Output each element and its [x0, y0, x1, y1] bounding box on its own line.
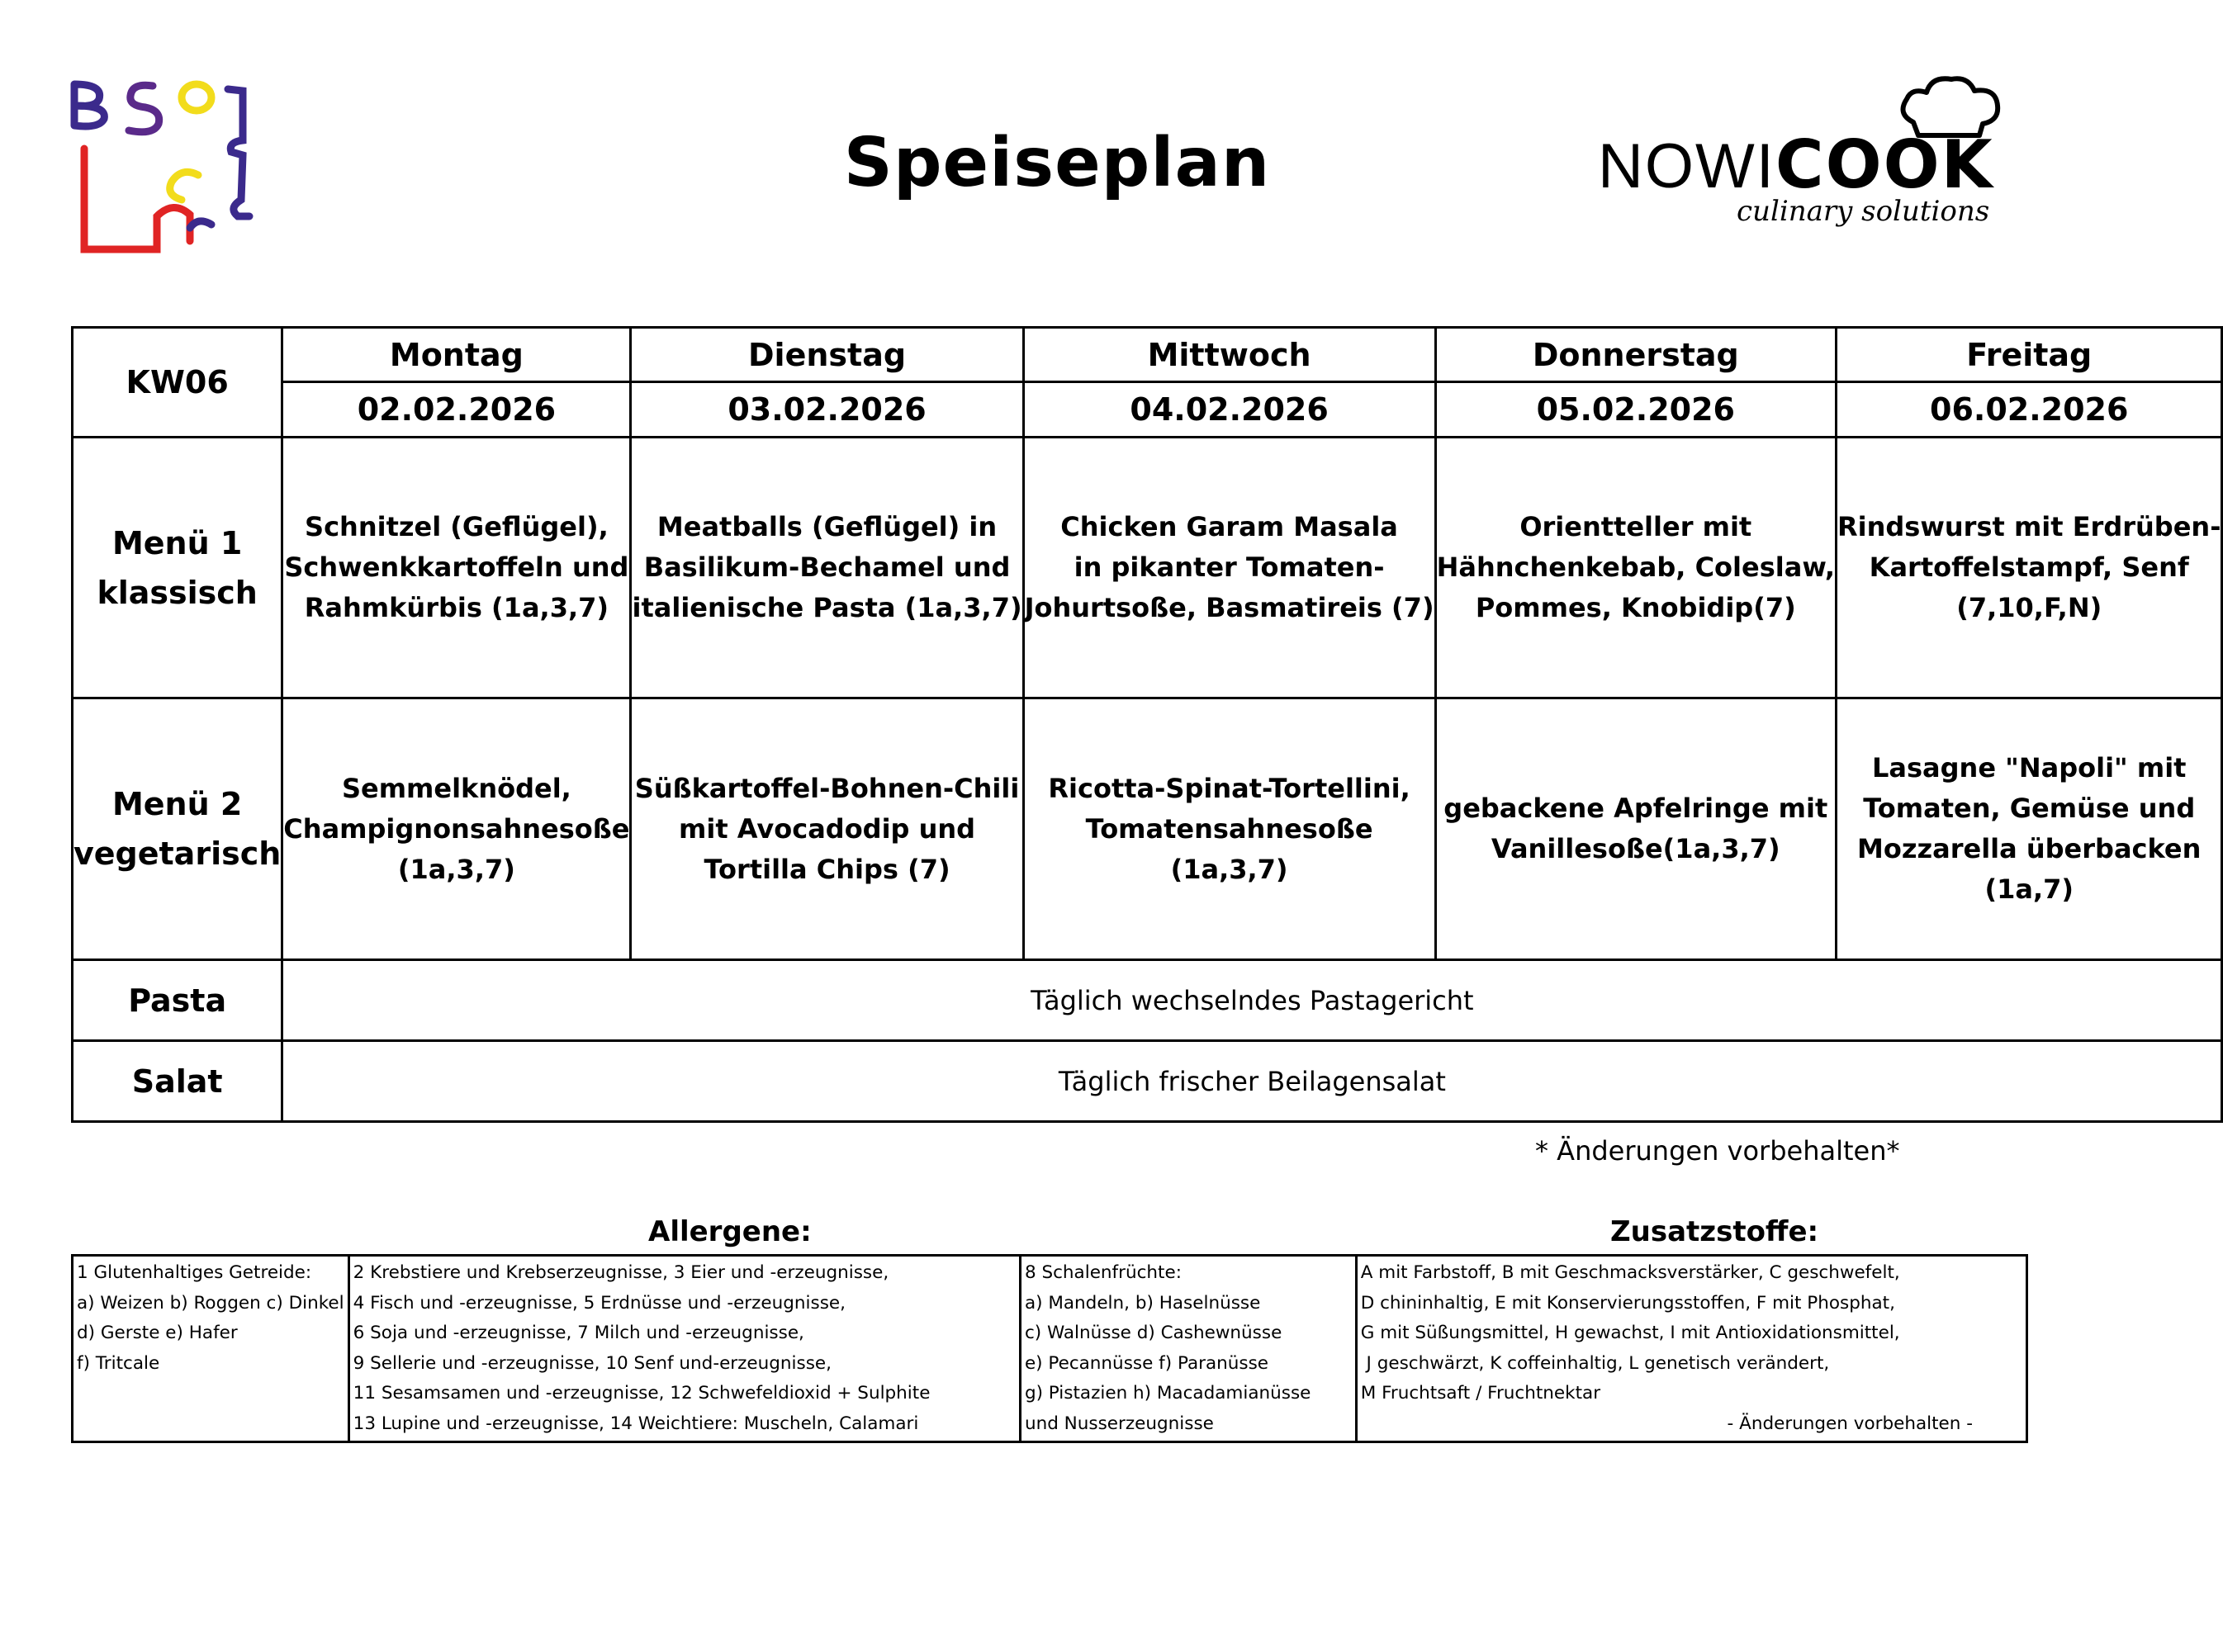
dish-line: Meatballs (Geflügel) in — [656, 511, 998, 542]
dish-line: Chicken Garam Masala — [1060, 511, 1398, 542]
day-date: 03.02.2026 — [631, 382, 1023, 438]
menu1-dish-mittwoch — [1023, 438, 1435, 698]
dish-line: Mozzarella überbacken — [1857, 833, 2202, 864]
dish-line: (1a,7) — [1984, 873, 2074, 905]
menu1-dish-donnerstag — [1435, 438, 1836, 698]
legend-line: 9 Sellerie und -erzeugnisse, 10 Senf und-erzeugnisse, — [353, 1352, 832, 1374]
dish-line: (7,10,F,N) — [1956, 592, 2102, 623]
legend-line: f) Tritcale — [77, 1352, 160, 1374]
dish-line: Süßkartoffel-Bohnen-Chili — [634, 772, 1020, 804]
menu1-label-line1: Menü 1 — [111, 524, 243, 561]
dish-line: (1a,3,7) — [1170, 853, 1288, 885]
dish-line: Lasagne "Napoli" mit — [1872, 752, 2187, 783]
pasta-text: Täglich wechselndes Pastagericht — [282, 960, 2222, 1041]
day-name: Montag — [282, 328, 631, 382]
menu2-dish-montag — [282, 698, 631, 960]
day-date: 04.02.2026 — [1023, 382, 1435, 438]
day-name: Freitag — [1836, 328, 2221, 382]
dish-line: Vanillesoße(1a,3,7) — [1491, 833, 1780, 864]
dish-line: Hähnchenkebab, Coleslaw, — [1436, 551, 1835, 583]
menu2-dish-dienstag — [631, 698, 1023, 960]
dish-line: Basilikum-Bechamel und — [643, 551, 1011, 583]
menu2-label — [73, 698, 282, 960]
legend-line: 8 Schalenfrüchte: — [1024, 1262, 1182, 1283]
day-date: 02.02.2026 — [282, 382, 631, 438]
brand-bold: COOK — [1775, 126, 1994, 203]
legend-line: c) Walnüsse d) Cashewnüsse — [1024, 1323, 1282, 1343]
legend-line: M Fruchtsaft / Fruchtnektar — [1360, 1383, 1601, 1403]
legend-line: 11 Sesamsamen und -erzeugnisse, 12 Schwefeldioxid + Sulphite — [353, 1383, 931, 1403]
dish-line: italienische Pasta (1a,3,7) — [632, 592, 1022, 623]
salat-label: Salat — [73, 1041, 282, 1122]
legend-line: g) Pistazien h) Macadamianüsse — [1024, 1383, 1311, 1403]
zusatzstoffe-heading: Zusatzstoffe: — [1610, 1215, 1819, 1248]
menu1-dish-freitag — [1836, 438, 2221, 698]
dish-line: (1a,3,7) — [397, 853, 515, 885]
allergene-col-3 — [1020, 1256, 1356, 1442]
zusatzstoffe-col — [1356, 1256, 2026, 1442]
menu1-dish-montag — [282, 438, 631, 698]
salat-text: Täglich frischer Beilagensalat — [282, 1041, 2222, 1122]
legend-line: 4 Fisch und -erzeugnisse, 5 Erdnüsse und -erzeugnisse, — [353, 1292, 846, 1314]
legend-table — [71, 1254, 2028, 1443]
legend-line: A mit Farbstoff, B mit Geschmacksverstärker, C geschwefelt, — [1360, 1262, 1900, 1283]
dish-line: Kartoffelstampf, Senf — [1869, 551, 2189, 583]
dish-line: Semmelknödel, — [341, 772, 571, 804]
day-name: Dienstag — [631, 328, 1023, 382]
dish-line: mit Avocadodip und — [679, 812, 976, 845]
legend-line: a) Mandeln, b) Haselnüsse — [1024, 1292, 1261, 1314]
dish-line: Rindswurst mit Erdrüben- — [1837, 511, 2221, 542]
menu2-dish-donnerstag — [1435, 698, 1836, 960]
menu2-dish-freitag — [1836, 698, 2221, 960]
legend-line: J geschwärzt, K coffeinhaltig, L genetisch verändert, — [1360, 1352, 1830, 1374]
menu2-dish-mittwoch — [1023, 698, 1435, 960]
legend-line: 2 Krebstiere und Krebserzeugnisse, 3 Eier und -erzeugnisse, — [353, 1262, 889, 1283]
day-date: 06.02.2026 — [1836, 382, 2221, 438]
legend-line: a) Weizen b) Roggen c) Dinkel — [77, 1292, 344, 1314]
dish-line: Tortilla Chips (7) — [704, 853, 950, 885]
legend-line: G mit Süßungsmittel, H gewachst, I mit Antioxidationsmittel, — [1360, 1323, 1900, 1343]
legend-line: 13 Lupine und -erzeugnisse, 14 Weichtiere: Muscheln, Calamari — [353, 1413, 919, 1434]
zusatzstoffe-footer: - Änderungen vorbehalten - — [1727, 1413, 1973, 1434]
dish-line: in pikanter Tomaten- — [1074, 551, 1385, 583]
week-cell: KW06 — [73, 328, 282, 438]
dish-line: Tomatensahnesoße — [1085, 812, 1373, 845]
dish-line: Schnitzel (Geflügel), — [305, 511, 609, 542]
day-date: 05.02.2026 — [1435, 382, 1836, 438]
page-title: Speiseplan — [843, 124, 1271, 202]
dish-line: Pommes, Knobidip(7) — [1475, 592, 1796, 623]
menu1-label-line2: klassisch — [97, 574, 258, 611]
allergene-heading: Allergene: — [648, 1215, 812, 1248]
brand-light: NOWI — [1598, 131, 1775, 201]
legend-line: 6 Soja und -erzeugnisse, 7 Milch und -erzeugnisse, — [353, 1323, 804, 1343]
menu-table — [71, 326, 2223, 1123]
dish-line: Orientteller mit — [1519, 511, 1752, 542]
legend-line: d) Gerste e) Hafer — [77, 1323, 238, 1343]
legend-line: und Nusserzeugnisse — [1024, 1413, 1214, 1434]
dish-line: Rahmkürbis (1a,3,7) — [304, 592, 609, 623]
dish-line: Champignonsahnesoße — [283, 812, 630, 845]
menu2-label-line1: Menü 2 — [111, 786, 243, 822]
pasta-label: Pasta — [73, 960, 282, 1041]
nowicook-logo — [1598, 73, 2027, 238]
brand-tagline: culinary solutions — [1737, 195, 1990, 228]
dish-line: Tomaten, Gemüse und — [1863, 793, 2196, 824]
changes-note: * Änderungen vorbehalten* — [1535, 1135, 1900, 1167]
dish-line: gebackene Apfelringe mit — [1443, 793, 1828, 824]
dish-line: Schwenkkartoffeln und — [284, 551, 629, 583]
dish-line: Johurtsoße, Basmatireis (7) — [1024, 592, 1434, 623]
day-name: Donnerstag — [1435, 328, 1836, 382]
day-name: Mittwoch — [1023, 328, 1435, 382]
menu1-dish-dienstag — [631, 438, 1023, 698]
allergene-col-2 — [348, 1256, 1020, 1442]
legend-line: e) Pecannüsse f) Paranüsse — [1024, 1352, 1269, 1374]
legend-line: 1 Glutenhaltiges Getreide: — [77, 1262, 312, 1283]
dish-line: Ricotta-Spinat-Tortellini, — [1048, 772, 1410, 804]
menu2-label-line2: vegetarisch — [73, 835, 282, 872]
legend-line: D chininhaltig, E mit Konservierungsstoffen, F mit Phosphat, — [1360, 1292, 1895, 1314]
menu1-label — [73, 438, 282, 698]
allergene-col-1 — [73, 1256, 349, 1442]
